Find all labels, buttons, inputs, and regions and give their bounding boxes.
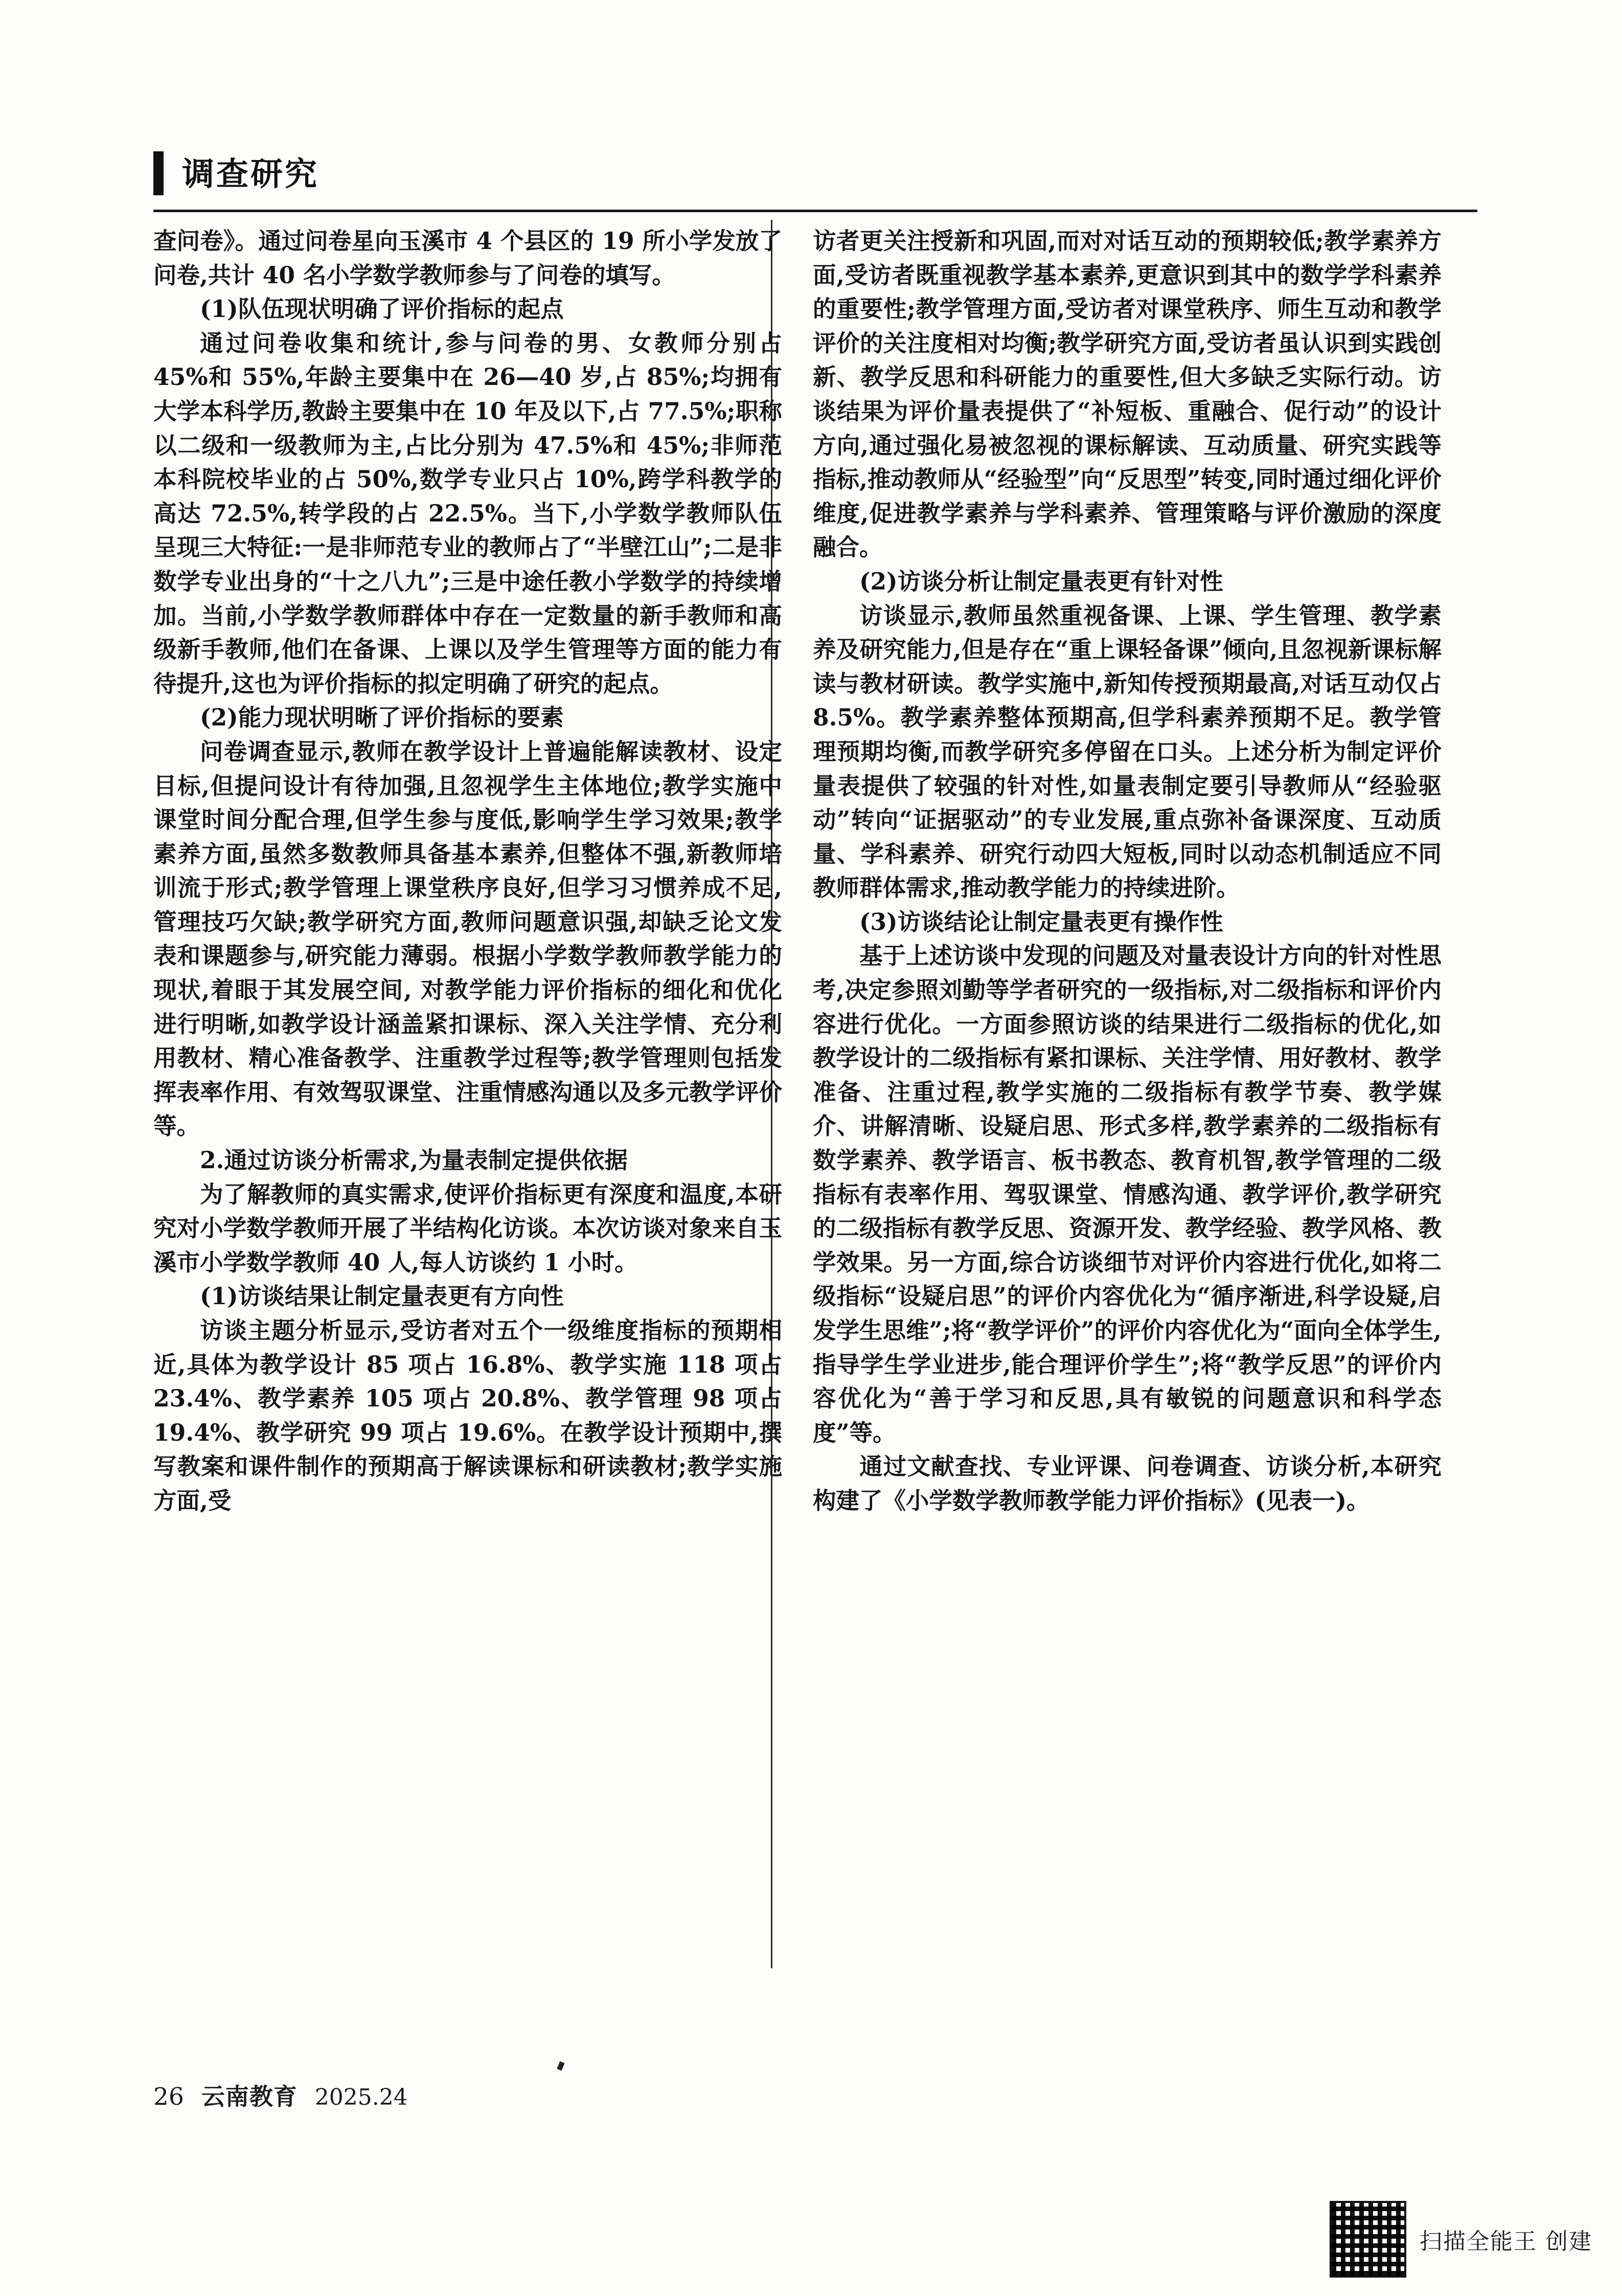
watermark-label: 扫描全能王 创建 xyxy=(1420,2229,1592,2255)
issue-number: 2025.24 xyxy=(314,2084,408,2110)
paragraph-body: 基于上述访谈中发现的问题及对量表设计方向的针对性思考,决定参照刘勤等学者研究的一级指标,对二级指标和评价内容进行优化。一方面参照访谈的结果进行二级指标的优化,如教学设计的二级指标有紧扣课标、关注学情、用好教材、教学准备、注重过程,教学实施的二级指标有教学节奏、教学媒介、讲解清晰、设疑启思、形式多样,教学素养的二级指标有数学素养、教学语言、板书教态、教育机智,教学管理的二级指标有表率作用、驾驭课堂、情感沟通、教学评价,教学研究的二级指标有教学反思、资源开发、教学经验、教学风格、教学效果。另一方面,综合访谈细节对评价内容进行优化,如将二级指标“设疑启思”的评价内容优化为“循序渐进,科学设疑,启发学生思维”;将“教学评价”的评价内容优化为“面向全体学生,指导学生学业进步,能合理评价学生”;将“教学反思”的评价内容优化为“善于学习和反思,具有敏锐的问题意识和科学态度”等。 xyxy=(813,942,1442,1446)
paragraph-heading: (2)访谈分析让制定量表更有针对性 xyxy=(859,567,1223,595)
paragraph-heading: 2.通过访谈分析需求,为量表制定提供依据 xyxy=(200,1146,628,1174)
paragraph-heading: (2)能力现状明晰了评价指标的要素 xyxy=(200,703,564,732)
paragraph-body: 为了解教师的真实需求,使评价指标更有深度和温度,本研究对小学数学教师开展了半结构化访谈。本次访谈对象来自玉溪市小学数学教师 40 人,每人访谈约 1 小时。 xyxy=(153,1180,782,1276)
paragraph-heading: (1)访谈结果让制定量表更有方向性 xyxy=(200,1282,564,1310)
paragraph-heading: (1)队伍现状明确了评价指标的起点 xyxy=(200,295,564,323)
paragraph-body: 访者更关注授新和巩固,而对对话互动的预期较低;教学素养方面,受访者既重视教学基本素养,更意识到其中的数学学科素养的重要性;教学管理方面,受访者对课堂秩序、师生互动和教学评价的关注度相对均衡;教学研究方面,受访者虽认识到实践创新、教学反思和科研能力的重要性,但大多缺乏实际行动。访谈结果为评价量表提供了“补短板、重融合、促行动”的设计方向,通过强化易被忽视的课标解读、互动质量、研究实践等指标,推动教师从“经验型”向“反思型”转变,同时通过细化评价维度,促进教学素养与学科素养、管理策略与评价激励的深度融合。 xyxy=(813,227,1442,561)
header-divider-rule xyxy=(153,210,1477,212)
paragraph-body: 查问卷》。通过问卷星向玉溪市 4 个县区的 19 所小学发放了问卷,共计 40 名小学数学教师参与了问卷的填写。 xyxy=(153,227,782,289)
right-text-column xyxy=(813,224,1442,1518)
paragraph-body: 访谈主题分析显示,受访者对五个一级维度指标的预期相近,具体为教学设计 85 项占 16.8%、教学实施 118 项占 23.4%、教学素养 105 项占 20.8%、教学管理 98 项占 19.4%、教学研究 99 项占 19.6%。在教学设计预期中,撰写教案和课件制作的预期高于解读课标和研读教材;教学实施方面,受 xyxy=(153,1316,782,1514)
paragraph-heading: (3)访谈结论让制定量表更有操作性 xyxy=(859,907,1223,936)
page-number: 26 xyxy=(153,2083,184,2111)
paragraph-body: 访谈显示,教师虽然重视备课、上课、学生管理、教学素养及研究能力,但是存在“重上课轻备课”倾向,且忽视新课标解读与教材研读。教学实施中,新知传授预期最高,对话互动仅占 8.5%。教学素养整体预期高,但学科素养预期不足。教学管理预期均衡,而教学研究多停留在口头。上述分析为制定评价量表提供了较强的针对性,如量表制定要引导教师从“经验驱动”转向“证据驱动”的专业发展,重点弥补备课深度、互动质量、学科素养、研究行动四大短板,同时以动态机制适应不同教师群体需求,推动教学能力的持续进阶。 xyxy=(813,601,1442,902)
section-title: 调查研究 xyxy=(182,155,319,193)
paragraph-body: 问卷调查显示,教师在教学设计上普遍能解读教材、设定目标,但提问设计有待加强,且忽视学生主体地位;教学实施中课堂时间分配合理,但学生参与度低,影响学生学习效果;教学素养方面,虽然多数教师具备基本素养,但整体不强,新教师培训流于形式;教学管理上课堂秩序良好,但学习习惯养成不足,管理技巧欠缺;教学研究方面,教师问题意识强,却缺乏论文发表和课题参与,研究能力薄弱。根据小学数学教师教学能力的现状,着眼于其发展空间, 对教学能力评价指标的细化和优化进行明晰,如教学设计涵盖紧扣课标、深入关注学情、充分利用教材、精心准备教学、注重教学过程等;教学管理则包括发挥表率作用、有效驾驭课堂、注重情感沟通以及多元教学评价等。 xyxy=(153,737,782,1140)
left-text-column xyxy=(153,224,782,1518)
page-footer xyxy=(153,2078,408,2112)
journal-name: 云南教育 xyxy=(201,2083,298,2110)
page-header xyxy=(153,148,1477,210)
paragraph-body: 通过文献查找、专业评课、问卷调查、访谈分析,本研究构建了《小学数学教师教学能力评价指标》(见表一)。 xyxy=(813,1452,1442,1514)
qr-code-icon xyxy=(1330,2201,1406,2278)
paragraph-body: 通过问卷收集和统计,参与问卷的男、女教师分别占 45%和 55%,年龄主要集中在 26—40 岁,占 85%;均拥有大学本科学历,教龄主要集中在 10 年及以下,占 77.5%;职称以二级和一级教师为主,占比分别为 47.5%和 45%;非师范本科院校毕业的占 50%,数学专业只占 10%,跨学科教学的高达 72.5%,转学段的占 22.5%。当下,小学数学教师队伍呈现三大特征:一是非师范专业的教师占了“半壁江山”;二是非数学专业出身的“十之八九”;三是中途任教小学数学的持续增加。当前,小学数学教师群体中存在一定数量的新手教师和高级新手教师,他们在备课、上课以及学生管理等方面的能力有待提升,这也为评价指标的拟定明确了研究的起点。 xyxy=(153,329,782,697)
header-accent-bar xyxy=(153,151,164,195)
scan-watermark xyxy=(1330,2201,1592,2278)
scan-artifact-mark xyxy=(557,2061,564,2071)
